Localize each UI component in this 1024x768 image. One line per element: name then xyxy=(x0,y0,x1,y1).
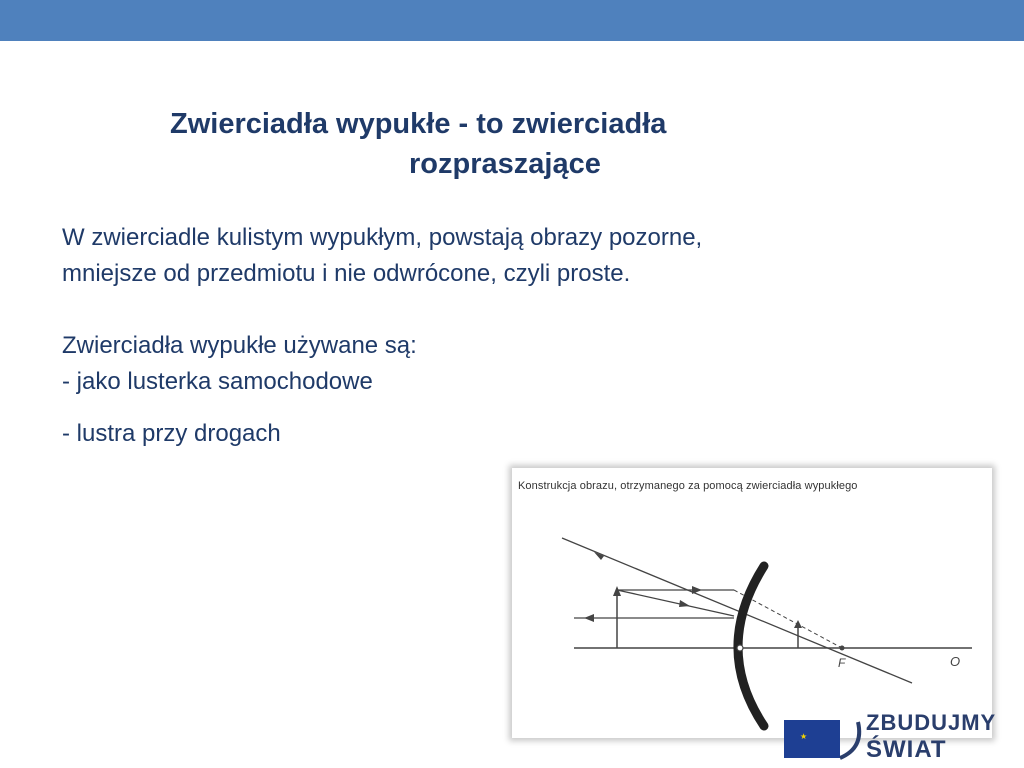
center-ray xyxy=(617,590,734,616)
paragraph-1-line-2: mniejsze od przedmiotu i nie odwrócone, czyli proste. xyxy=(62,260,631,287)
header-bar xyxy=(0,0,1024,41)
logo-text-top: ZBUDUJMY xyxy=(866,710,997,735)
diagram-svg xyxy=(512,468,992,738)
mirror-diagram xyxy=(512,468,992,738)
ray-arrowhead-2 xyxy=(679,600,690,607)
ray-arrowhead-3 xyxy=(584,614,594,622)
eu-flag-icon: ★ xyxy=(784,720,840,758)
paragraph-2: Zwierciadła wypukłe używane są: xyxy=(62,332,417,359)
slide-body xyxy=(62,220,702,452)
focus-label: F xyxy=(838,656,846,670)
title-line-2: rozpraszające xyxy=(409,148,601,180)
diagram-caption: Konstrukcja obrazu, otrzymanego za pomocą zwierciadła wypukłego xyxy=(518,480,858,492)
bullet-item-2: - lustra przy drogach xyxy=(62,420,281,447)
center-label: O xyxy=(950,654,961,669)
slide-title xyxy=(170,104,810,184)
focus-point xyxy=(840,646,845,651)
swirl-icon xyxy=(838,718,868,762)
program-logo xyxy=(780,702,1024,768)
mirror-vertex xyxy=(737,645,743,651)
title-line-1: Zwierciadła wypukłe - to zwierciadła xyxy=(170,108,667,140)
paragraph-1-line-1: W zwierciadle kulistym wypukłym, powstają obrazy pozorne, xyxy=(62,224,703,251)
logo-text-bottom: ŚWIAT xyxy=(866,736,947,763)
bullet-item-1: - jako lusterka samochodowe xyxy=(62,368,373,395)
